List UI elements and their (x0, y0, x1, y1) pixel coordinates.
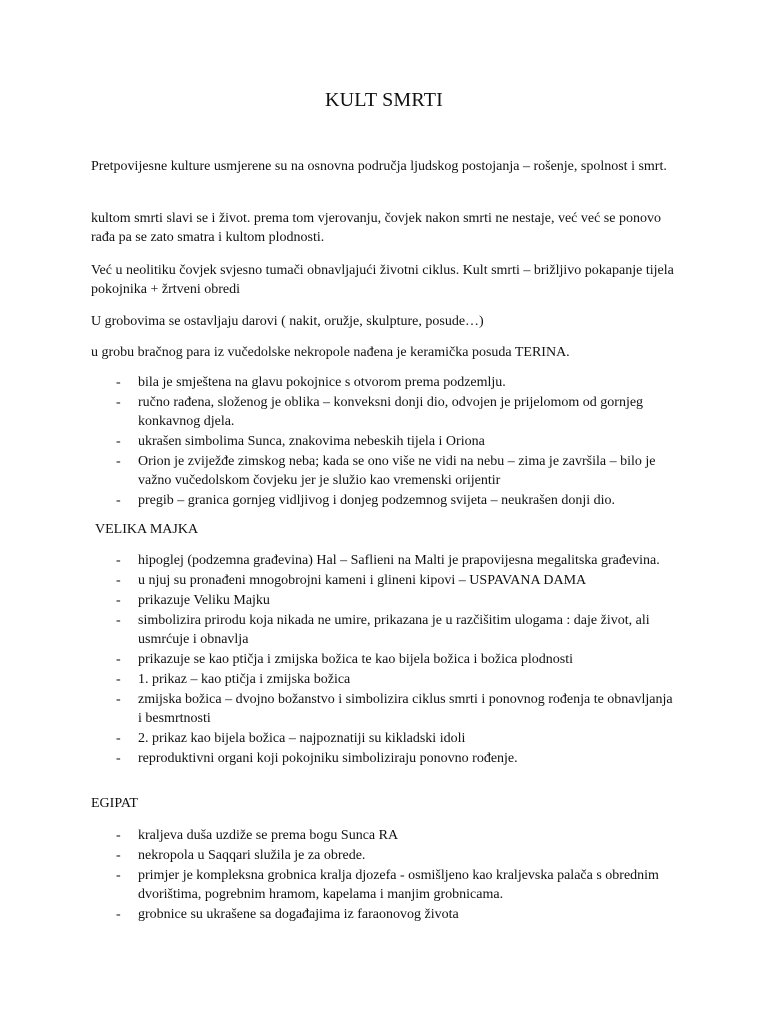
velika-majka-list (116, 551, 676, 769)
list-item: - ukrašen simbolima Sunca, znakovima nebeskih tijela i Oriona (116, 432, 676, 451)
paragraph-neolitik: Već u neolitiku čovjek svjesno tumači obnavljajući životni ciklus. Kult smrti – brižljivo pokapanje tijela pokojnika + žrtveni obredi (91, 263, 674, 297)
list-item: - hipoglej (podzemna građevina) Hal – Saflieni na Malti je prapovijesna megalitska građevina. (116, 551, 676, 570)
list-item: - simbolizira prirodu koja nikada ne umire, prikazana je u razčišitim ulogama : daje život, ali usmrćuje i obnavlja (116, 611, 676, 649)
list-item: - Orion je zviježđe zimskog neba; kada se ono više ne vidi na nebu – zima je završila – bilo je važno vučedolskom čovjeku jer je služio kao vremenski orijentir (116, 452, 676, 490)
paragraph-terina: u grobu bračnog para iz vučedolske nekropole nađena je keramička posuda TERINA. (91, 345, 570, 360)
list-item: - nekropola u Saqqari služila je za obrede. (116, 846, 676, 865)
list-item: - u njuj su pronađeni mnogobrojni kameni i glineni kipovi – USPAVANA DAMA (116, 571, 676, 590)
terina-list (116, 373, 676, 511)
paragraph-kult-smrti: kultom smrti slavi se i život. prema tom vjerovanju, čovjek nakon smrti ne nestaje, već već se ponovo rađa pa se zato smatra i kultom plodnosti. (91, 211, 661, 245)
egipat-list (116, 826, 676, 925)
list-item: - zmijska božica – dvojno božanstvo i simbolizira ciklus smrti i ponovnog rođenja te obnavljanja i besmrtnosti (116, 690, 676, 728)
list-item: - ručno rađena, složenog je oblika – konveksni donji dio, odvojen je prijelomom od gornjeg konkavnog djela. (116, 393, 676, 431)
list-item: - grobnice su ukrašene sa događajima iz faraonovog života (116, 905, 676, 924)
list-item: - kraljeva duša uzdiže se prema bogu Sunca RA (116, 826, 676, 845)
list-item: - prikazuje Veliku Majku (116, 591, 676, 610)
paragraph-grobovi: U grobovima se ostavljaju darovi ( nakit, oružje, skulpture, posude…) (91, 314, 484, 329)
section-heading-velika-majka: VELIKA MAJKA (95, 522, 199, 537)
section-heading-egipat: EGIPAT (91, 796, 138, 811)
list-item: - prikazuje se kao ptičja i zmijska božica te kao bijela božica i božica plodnosti (116, 650, 676, 669)
list-item: - 2. prikaz kao bijela božica – najpoznatiji su kikladski idoli (116, 729, 676, 748)
list-item: - primjer je kompleksna grobnica kralja djozefa - osmišljeno kao kraljevska palača s obrednim dvorištima, pogrebnim hramom, kapelama i manjim grobnicama. (116, 866, 676, 904)
paragraph-intro: Pretpovijesne kulture usmjerene su na osnovna područja ljudskog postojanja – rošenje, spolnost i smrt. (91, 159, 667, 174)
list-item: - bila je smještena na glavu pokojnice s otvorom prema podzemlju. (116, 373, 676, 392)
list-item: - reproduktivni organi koji pokojniku simboliziraju ponovno rođenje. (116, 749, 676, 768)
list-item: - 1. prikaz – kao ptičja i zmijska božica (116, 670, 676, 689)
document-title: KULT SMRTI (324, 89, 444, 111)
list-item: - pregib – granica gornjeg vidljivog i donjeg podzemnog svijeta – neukrašen donji dio. (116, 491, 676, 510)
